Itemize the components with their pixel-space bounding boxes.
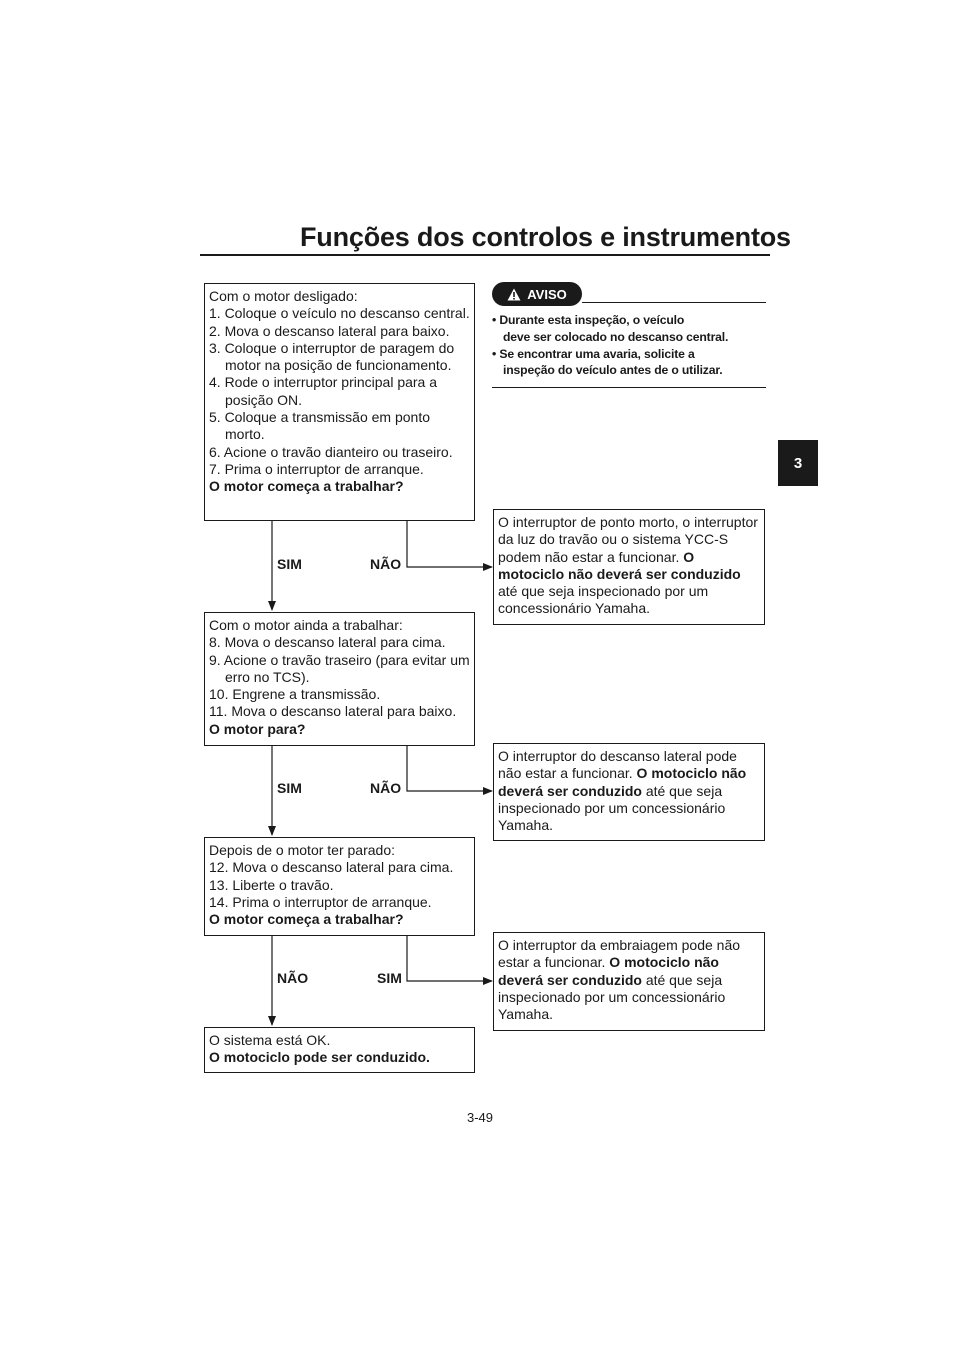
result-bold: O motociclo não deverá ser conduzido <box>498 765 747 799</box>
notice-bullet: • Durante esta inspeção, o veículo deve ser colocado no descanso central. <box>492 313 729 344</box>
result-bold: O motociclo não deverá ser conduzido <box>498 954 719 988</box>
result-text: O interruptor do descanso lateral pode não estar a funcionar. <box>498 748 737 782</box>
branch-label-sim: SIM <box>277 556 302 572</box>
step-question: O motor começa a trabalhar? <box>209 911 404 928</box>
branch-label-nao: NÃO <box>370 556 402 572</box>
flow-step-1 <box>204 283 475 521</box>
page-title: Funções dos controlos e instrumentos <box>300 222 791 252</box>
step-intro: Com o motor desligado: <box>209 288 358 304</box>
step-item: 1. Coloque o veículo no descanso central. <box>209 305 470 322</box>
step-item: 14. Prima o interruptor de arranque. <box>209 893 432 910</box>
step-intro: Com o motor ainda a trabalhar: <box>209 617 403 633</box>
flow-result-1 <box>493 509 765 625</box>
notice-bullet: • Se encontrar uma avaria, solicite a inspeção do veículo antes de o utilizar. <box>492 346 723 378</box>
branch-label-nao: NÃO <box>370 780 402 796</box>
step-item: 9. Acione o travão traseiro (para evitar um erro no TCS). <box>209 651 470 685</box>
arrow-sim-3 <box>407 936 492 981</box>
flow-result-3 <box>493 932 765 1031</box>
step-question: O motor começa a trabalhar? <box>209 478 404 495</box>
result-tail: até que seja inspecionado por um concessionário Yamaha. <box>498 782 726 834</box>
flow-step-2 <box>204 612 475 746</box>
step-item: 3. Coloque o interruptor de paragem do motor na posição de funcionamento. <box>209 339 455 374</box>
final-text: O sistema está OK. <box>209 1032 331 1048</box>
step-item: 10. Engrene a transmissão. <box>209 686 381 703</box>
result-tail: até que seja inspecionado por um concessionário Yamaha. <box>498 583 709 617</box>
result-text: O interruptor da embraiagem pode não estar a funcionar. <box>498 937 741 971</box>
flow-step-3 <box>204 837 475 936</box>
page-number: 3-49 <box>467 1110 494 1125</box>
arrow-nao-2 <box>407 746 492 791</box>
final-bold: O motociclo pode ser conduzido. <box>209 1049 430 1066</box>
step-item: 2. Mova o descanso lateral para baixo. <box>209 322 450 339</box>
aviso-label: AVISO <box>527 286 567 302</box>
branch-label-nao: NÃO <box>277 970 309 986</box>
branch-label-sim: SIM <box>377 970 402 986</box>
step-item: 7. Prima o interruptor de arranque. <box>209 460 424 477</box>
branch-label-sim: SIM <box>277 780 302 796</box>
step-item: 11. Mova o descanso lateral para baixo. <box>209 703 457 720</box>
chapter-tab: 3 <box>778 440 818 486</box>
step-item: 6. Acione o travão dianteiro ou traseiro. <box>209 443 453 460</box>
step-item: 12. Mova o descanso lateral para cima. <box>209 859 454 876</box>
step-item: 5. Coloque a transmissão em ponto morto. <box>209 409 431 443</box>
step-item: 4. Rode o interruptor principal para a posição ON. <box>209 374 438 408</box>
result-bold: O motociclo não deverá ser conduzido <box>498 548 741 582</box>
result-tail: até que seja inspecionado por um concessionário Yamaha. <box>498 971 726 1023</box>
arrow-nao-1 <box>407 521 492 567</box>
step-item: 13. Liberte o travão. <box>209 876 334 893</box>
flow-result-2 <box>493 743 765 841</box>
step-intro: Depois de o motor ter parado: <box>209 842 395 858</box>
result-text: O interruptor de ponto morto, o interruptor da luz do travão ou o sistema YCC-S podem não estar a funcionar. <box>498 514 758 565</box>
flow-final <box>204 1027 475 1073</box>
step-item: 8. Mova o descanso lateral para cima. <box>209 634 446 651</box>
step-question: O motor para? <box>209 720 306 737</box>
